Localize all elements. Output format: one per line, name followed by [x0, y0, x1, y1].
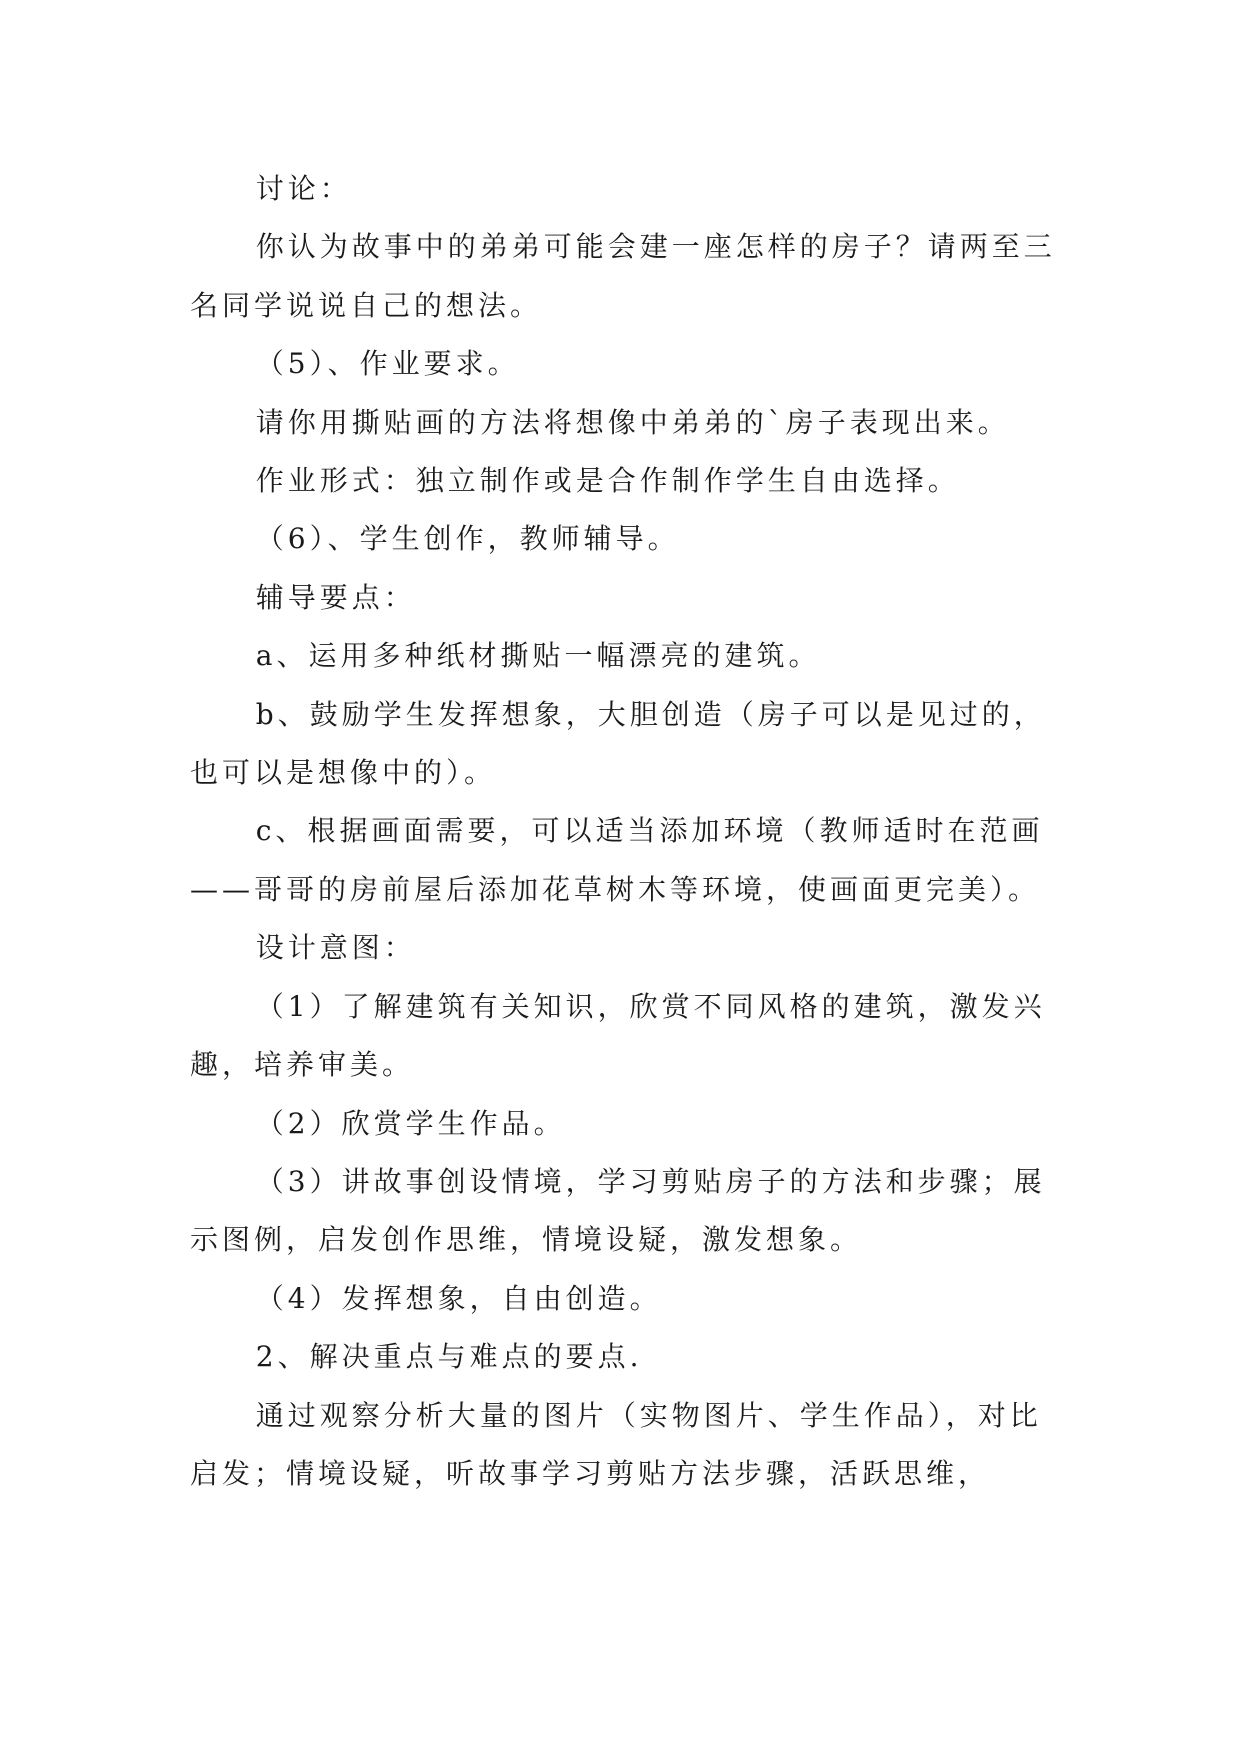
- paragraph-discussion-question: 你认为故事中的弟弟可能会建一座怎样的房子？请两至三名同学说说自己的想法。: [190, 230, 1056, 322]
- paragraph-guidance-b: b、鼓励学生发挥想象，大胆创造（房子可以是见过的，也可以是想像中的）。: [190, 697, 1046, 790]
- paragraph-key-points-heading: 2、解决重点与难点的要点.: [255, 1340, 643, 1374]
- paragraph-intent-1: （1）了解建筑有关知识，欣赏不同风格的建筑，激发兴趣，培养审美。: [190, 989, 1046, 1082]
- paragraph-guidance-heading: 辅导要点：: [255, 580, 416, 614]
- paragraph-homework-heading: （5）、作业要求。: [255, 347, 520, 381]
- paragraph-guidance-a: a、运用多种纸材撕贴一幅漂亮的建筑。: [255, 639, 821, 673]
- document-body: [190, 160, 1070, 1503]
- paragraph-intent-3: （3）讲故事创设情境，学习剪贴房子的方法和步骤；展示图例，启发创作思维，情境设疑，激发想象。: [190, 1164, 1046, 1257]
- paragraph-creation-heading: （6）、学生创作，教师辅导。: [255, 522, 680, 556]
- paragraph-discussion-heading: 讨论：: [255, 172, 352, 205]
- paragraph-key-points-body: 通过观察分析大量的图片（实物图片、学生作品），对比启发；情境设疑，听故事学习剪贴方法步骤，活跃思维，: [190, 1398, 1042, 1490]
- paragraph-guidance-c: c、根据画面需要，可以适当添加环境（教师适时在范画——哥哥的房前屋后添加花草树木等环境，使画面更完美）。: [190, 814, 1044, 906]
- paragraph-homework-task: 请你用撕贴画的方法将想像中弟弟的`房子表现出来。: [255, 405, 1010, 439]
- paragraph-design-intent-heading: 设计意图：: [255, 931, 416, 965]
- paragraph-homework-form: 作业形式：独立制作或是合作制作学生自由选择。: [255, 464, 960, 498]
- paragraph-intent-4: （4）发挥想象，自由创造。: [255, 1281, 662, 1315]
- paragraph-intent-2: （2）欣赏学生作品。: [255, 1106, 566, 1140]
